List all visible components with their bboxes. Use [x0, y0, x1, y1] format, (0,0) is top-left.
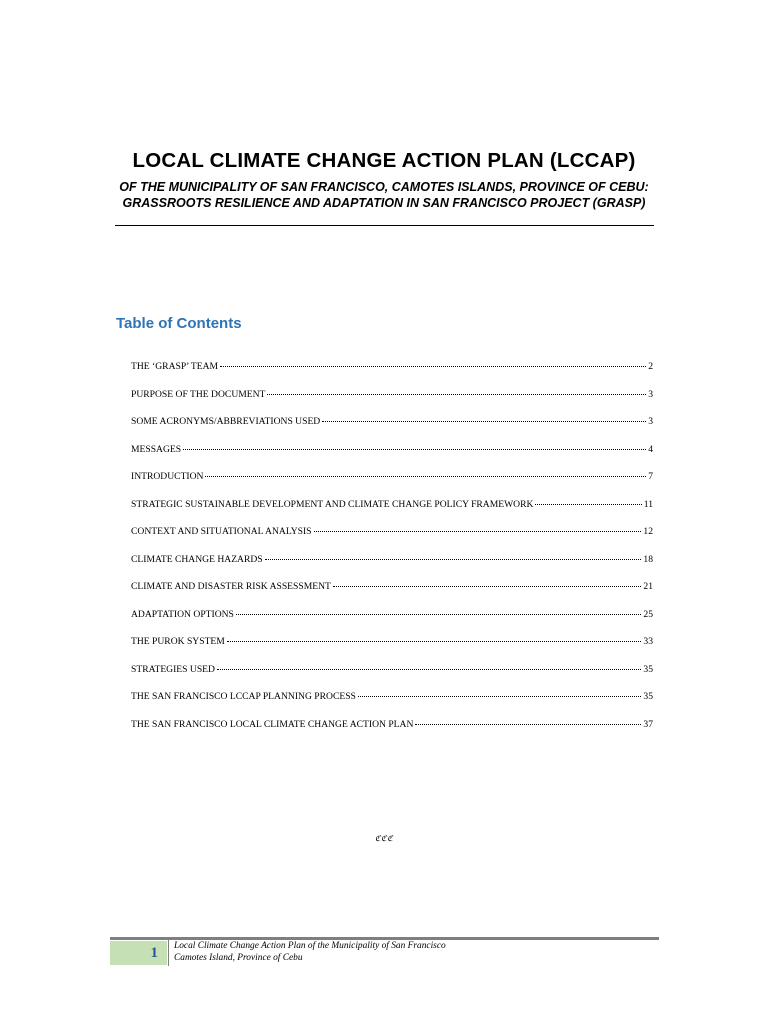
toc-leader-dots: [236, 614, 642, 615]
toc-entry[interactable]: [131, 416, 653, 444]
toc-leader-dots: [314, 531, 642, 532]
toc-leader-dots: [358, 696, 642, 697]
toc-entry[interactable]: [131, 554, 653, 582]
toc-entry[interactable]: [131, 471, 653, 499]
toc-entry-page: 35: [643, 663, 653, 675]
toc-leader-dots: [217, 669, 641, 670]
toc-leader-dots: [322, 421, 646, 422]
document-subtitle-line-1: OF THE MUNICIPALITY OF SAN FRANCISCO, CAMOTES ISLANDS, PROVINCE OF CEBU:: [119, 180, 649, 194]
toc-entry[interactable]: [131, 664, 653, 692]
toc-entry-page: 2: [648, 361, 653, 372]
footer-separator: [168, 940, 169, 966]
toc-entry-page: 25: [643, 608, 653, 620]
document-title: LOCAL CLIMATE CHANGE ACTION PLAN (LCCAP): [132, 149, 636, 172]
toc-entry-title: CLIMATE AND DISASTER RISK ASSESSMENT: [131, 581, 331, 592]
toc-entry-page: 35: [643, 691, 653, 702]
toc-entry[interactable]: [131, 526, 653, 554]
toc-entry-page: 7: [648, 471, 653, 482]
toc-entry-title: PURPOSE OF THE DOCUMENT: [131, 388, 266, 400]
toc-entry-page: 4: [648, 443, 653, 455]
footer-caption-line-1: Local Climate Change Action Plan of the Municipality of San Francisco: [174, 941, 446, 951]
toc-entry-title: STRATEGIC SUSTAINABLE DEVELOPMENT AND CLIMATE CHANGE POLICY FRAMEWORK: [131, 498, 534, 510]
toc-leader-dots: [415, 724, 641, 725]
toc-entry-title: INTRODUCTION: [131, 471, 204, 482]
toc-entry-page: 37: [643, 718, 653, 730]
toc-entry[interactable]: [131, 389, 653, 417]
toc-entry[interactable]: [131, 581, 653, 609]
toc-entry[interactable]: [131, 719, 653, 747]
toc-entry[interactable]: [131, 636, 653, 664]
toc-entry-title: CONTEXT AND SITUATIONAL ANALYSIS: [131, 526, 312, 537]
toc-entry-title: SOME ACRONYMS/ABBREVIATIONS USED: [131, 416, 321, 427]
toc-heading: Table of Contents: [116, 315, 242, 332]
toc-leader-dots: [183, 449, 646, 450]
toc-leader-dots: [265, 559, 642, 560]
toc-entry-page: 12: [643, 526, 653, 537]
toc-entry-title: THE SAN FRANCISCO LCCAP PLANNING PROCESS: [131, 691, 356, 702]
toc-leader-dots: [205, 476, 646, 477]
toc-leader-dots: [227, 641, 642, 642]
document-subtitle-line-2: GRASSROOTS RESILIENCE AND ADAPTATION IN SAN FRANCISCO PROJECT (GRASP): [122, 196, 646, 210]
toc-entry-page: 11: [643, 498, 653, 510]
table-of-contents: [131, 361, 653, 746]
toc-leader-dots: [220, 366, 646, 367]
toc-entry-title: MESSAGES: [131, 443, 182, 455]
toc-entry[interactable]: [131, 361, 653, 389]
toc-leader-dots: [267, 394, 646, 395]
section-ornament: ℭℭℭ: [374, 834, 394, 843]
toc-entry-title: ADAPTATION OPTIONS: [131, 608, 234, 620]
toc-entry-title: STRATEGIES USED: [131, 663, 215, 675]
toc-leader-dots: [535, 504, 641, 505]
toc-entry[interactable]: [131, 691, 653, 719]
toc-entry-page: 21: [643, 581, 653, 592]
toc-entry-page: 18: [643, 553, 653, 565]
footer-page-number: 1: [110, 941, 167, 965]
toc-entry[interactable]: [131, 444, 653, 472]
footer-caption: [174, 940, 446, 964]
toc-leader-dots: [333, 586, 642, 587]
toc-entry-page: 33: [643, 636, 653, 647]
toc-entry-title: THE PUROK SYSTEM: [131, 636, 225, 647]
toc-entry-title: THE SAN FRANCISCO LOCAL CLIMATE CHANGE ACTION PLAN: [131, 718, 414, 730]
title-divider: [115, 225, 654, 226]
toc-entry-page: 3: [648, 416, 653, 427]
toc-entry-title: THE ‘GRASP’ TEAM: [131, 361, 219, 372]
toc-entry[interactable]: [131, 499, 653, 527]
toc-entry-title: CLIMATE CHANGE HAZARDS: [131, 553, 263, 565]
toc-entry-page: 3: [648, 388, 653, 400]
toc-entry[interactable]: [131, 609, 653, 637]
footer-caption-line-2: Camotes Island, Province of Cebu: [174, 953, 303, 963]
